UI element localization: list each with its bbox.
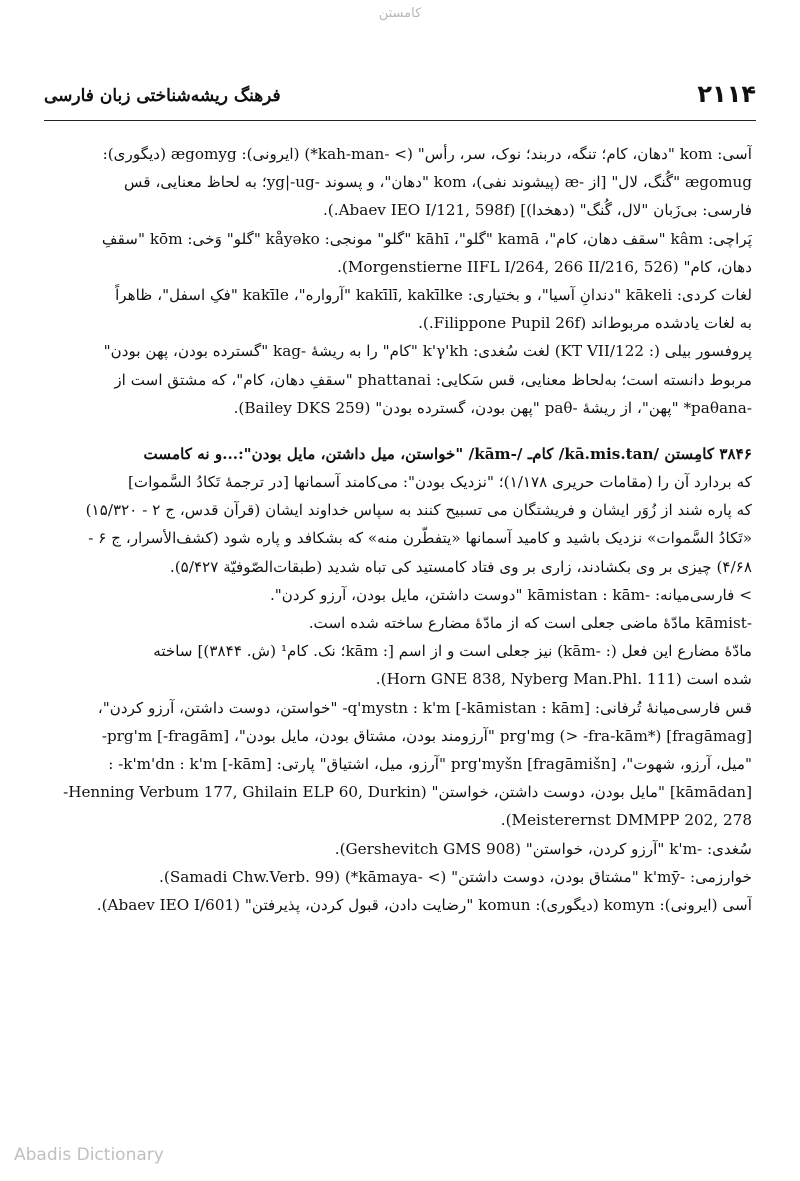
text-line: ægomug "گُنگ، لال" [از -æ (پیشوند نفی)، kom "دهان"، و پسوند -yg|-ug؛ به لحاظ معنایی، قس [124, 173, 752, 192]
text-line: دهان، کام" (Morgenstierne IIFL I/264, 266 II/216, 526). [337, 257, 752, 276]
text-line: خوارزمی: -k'mȳ "مشتاق بودن، دوست داشتن" (> -kāmaya*) (Samadi Chw.Verb. 99). [159, 867, 752, 886]
text-line: -paθana* "پهن"، از ریشهٔ -paθ "پهن بودن، گسترده بودن" (Bailey DKS 259). [233, 398, 752, 417]
text-line: که بردارد آن را (مقامات حریری ۱/۱۷۸)؛ "نزدیک بودن": می‌کامند آسمانها [در ترجمهٔ تَکادُ السَّموات] [127, 473, 752, 492]
text-line: ۴/۶۸) چیزی بر وی بکشادند، زاری بر وی فتاد کامستید کی تباه شدید (طبقات‌الصّوفیّة ۵/۴۲۷). [169, 557, 752, 576]
text-line: [kāmādan] "مایل بودن، دوست داشتن، خواستن" (Henning Verbum 177, Ghilain ELP 60, Durkin- [63, 783, 752, 802]
text-line: آسی: kom "دهان، کام؛ تنگه، دربند؛ نوک، سر، رأس" (> -kah-man*) (ایرونی): ægomyg (دیگوری): [102, 145, 752, 163]
text-line: پروفسور بیلی (: KT VII/122) لغت سُغدی: k'γ'kh "کام" را به ریشهٔ -kag "گسترده بودن، پهن بودن" [103, 342, 752, 361]
page-header [44, 80, 756, 121]
text-line: فارسی: بی‌زَبان "لال، گُنگ" (دهخدا)] (Abaev IEO I/121, 598f.). [322, 201, 752, 220]
watermark-bottom: Abadis Dictionary [14, 1145, 164, 1165]
text-line: شده است (Horn GNE 838, Nyberg Man.Phl. 111). [375, 670, 752, 689]
text-line: سُغدی: -k'm "آرزو کردن، خواستن" (Gershevitch GMS 908). [334, 839, 752, 858]
text-line: مربوط دانسته است؛ به‌لحاظ معنایی، قس سَکایی: phattanai "سقفِ دهان، کام"، که مشتق است از [114, 370, 752, 389]
text-line: لغات کردی: kākeli "دندانِ آسیا"، و بختیاری: kakīlī, kakīlke "آرواره"، kakīle "فکِ اسفل"، ظاهراً [115, 285, 752, 304]
text-line: قس فارسی‌میانهٔ تُرفانی: [kāmistan : kām-] q'mystn : k'm- "خواستن، دوست داشتن، آرزو کردن"، [97, 698, 752, 717]
text-line: [fragāmag] prg'mg (> -fra-kām*) "آرزومند بودن، مشتاق بودن، مایل بودن"، [fragām-] prg'm- [101, 726, 752, 745]
text-line: مادّهٔ مضارع این فعل (: -kām) نیز جعلی است و از اسم [: kām؛ نک. کام¹ (ش. ۳۸۴۴)] ساخته [153, 642, 752, 661]
text-line: پَراچی: kâm "سقف دهان، کام"، kamā "گلو"، kāhī "گلو" مونجی: kåyəko "گلو" وَخی: kōm "سقفِ [101, 229, 752, 248]
text-line: که پاره شند از زُوَر ایشان و فریشتگان می تسبیح کنند به سپاس خداوند ایشان (قرآن قدس، ج ۲ - ۱۵/۳۲۰) [85, 501, 752, 520]
text-line: آسی (ایرونی): komyn (دیگوری): komun "رضایت دادن، قبول کردن، پذیرفتن" (Abaev IEO I/601). [96, 895, 752, 914]
page-number: ۲۱۱۴ [697, 80, 756, 108]
entry-headword-line: ۳۸۴۶ کامِستن /kā.mis.tan/ کام‌ـ /-kām/ "خواستن، میل داشتن، مایل بودن":...و نه کامست [143, 444, 752, 463]
watermark-top: کامستن [378, 6, 422, 21]
text-line: > فارسی‌میانه: -kāmistan : kām "دوست داشتن، مایل بودن، آرزو کردن". [269, 585, 752, 604]
running-title: فرهنگ ریشه‌شناختی زبان فارسی [44, 86, 281, 106]
text-line: -kāmist مادّهٔ ماضی جعلی است که از مادّهٔ مضارع ساخته شده است. [308, 614, 752, 632]
text-line: «تَکادُ السَّموات» نزدیک باشید و کامید آسمانها «یتفطّرن منه» که بشکافد و پاره شود (کشف‌الأسرار، ج ۶ - [88, 529, 752, 548]
dictionary-content [48, 140, 752, 919]
text-line: Meisterernst DMMPP 202, 278). [500, 811, 752, 830]
text-line: به لغات یادشده مربوط‌اند (Filippone Pupil 26f.). [418, 314, 752, 333]
text-line: "میل، آرزو، شهوت"، [fragāmišn] prg'myšn "آرزو، میل، اشتیاق" پارتی: [kām-] k'm'dn : k'm- : [108, 754, 752, 773]
entry-gap [48, 422, 752, 440]
